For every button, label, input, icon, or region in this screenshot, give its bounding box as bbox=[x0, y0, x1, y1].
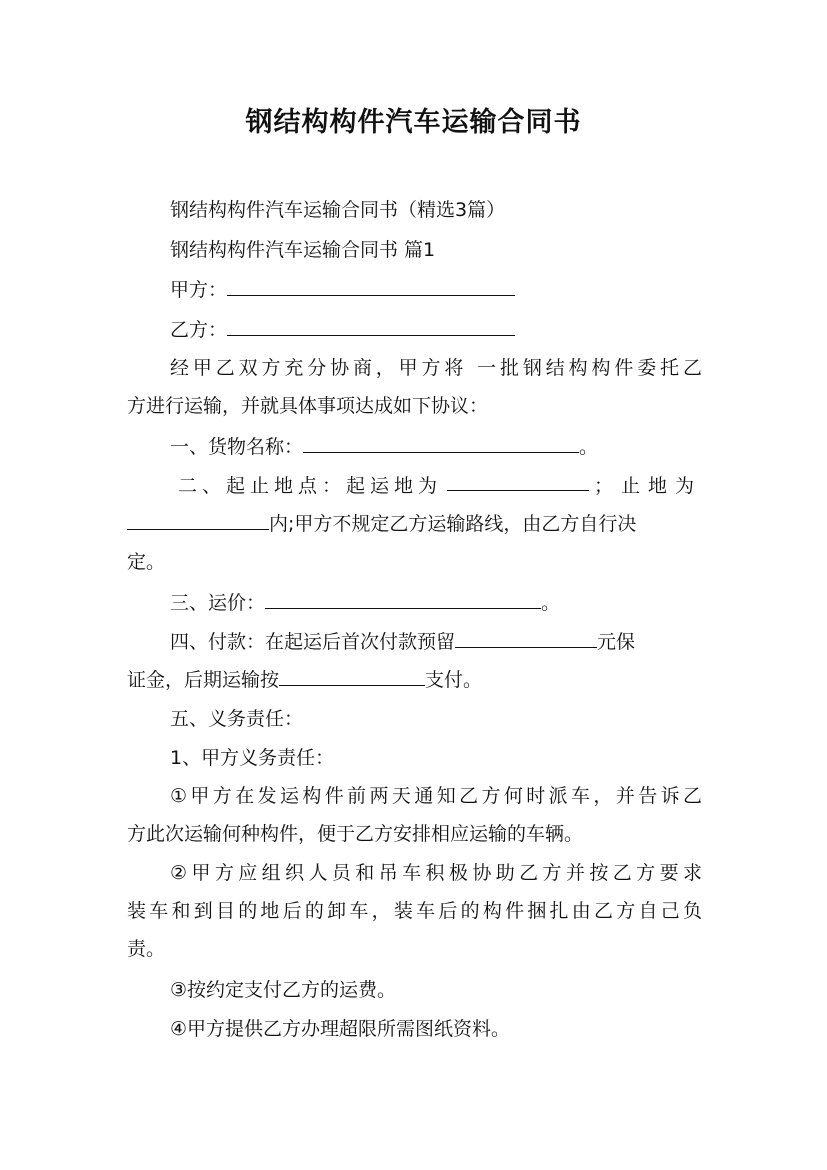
clause-route-label: 二、起止地点：起运地为 bbox=[178, 475, 443, 497]
party-b-blank bbox=[227, 317, 515, 336]
party-a-blank bbox=[227, 277, 515, 296]
clause-payment-text: 证金，后期运输按 bbox=[127, 669, 280, 691]
payment-method-blank bbox=[279, 667, 425, 686]
duty-item: ①甲方在发运构件前两天通知乙方何时派车，并告诉乙 bbox=[170, 785, 702, 807]
duty-item: ④甲方提供乙方办理超限所需图纸资料。 bbox=[170, 1018, 511, 1040]
clause-payment-label: 四、付款：在起运后首次付款预留 bbox=[170, 631, 456, 653]
price-blank bbox=[265, 590, 541, 609]
party-a-label: 甲方： bbox=[170, 279, 228, 301]
clause-route-end-label: ；止地为 bbox=[593, 475, 702, 497]
clause-route-line bbox=[178, 472, 702, 500]
party-b-line bbox=[170, 316, 515, 344]
party-a-duties-heading: 1、甲方义务责任： bbox=[170, 747, 335, 769]
route-start-blank bbox=[447, 472, 589, 491]
section-heading: 钢结构构件汽车运输合同书 篇1 bbox=[170, 239, 436, 261]
subtitle-line: 钢结构构件汽车运输合同书（精选3篇） bbox=[170, 199, 506, 221]
clause-payment-line bbox=[170, 628, 635, 656]
clause-route-line-2 bbox=[127, 510, 636, 538]
party-b-label: 乙方： bbox=[170, 319, 228, 341]
duty-item: 装车和到目的地后的卸车，装车后的构件捆扎由乙方自己负 bbox=[127, 900, 702, 922]
clause-goods-line bbox=[170, 433, 598, 461]
duty-item: 方此次运输何种构件，便于乙方安排相应运输的车辆。 bbox=[127, 823, 584, 845]
goods-blank bbox=[303, 434, 579, 453]
clause-duties-heading: 五、义务责任： bbox=[170, 708, 304, 730]
clause-goods-end: 。 bbox=[579, 436, 599, 458]
clause-route-text: 内;甲方不规定乙方运输路线，由乙方自行决 bbox=[269, 513, 637, 535]
clause-payment-line-2 bbox=[127, 666, 482, 694]
clause-goods-label: 一、货物名称： bbox=[170, 436, 304, 458]
paragraph-line: 定。 bbox=[127, 551, 166, 573]
deposit-blank bbox=[455, 629, 597, 648]
route-end-blank bbox=[127, 511, 269, 530]
paragraph-line: 方进行运输，并就具体事项达成如下协议： bbox=[127, 395, 489, 417]
clause-payment-tail: 支付。 bbox=[425, 669, 483, 691]
duty-item: 责。 bbox=[127, 938, 166, 960]
paragraph-line: 经甲乙双方充分协商，甲方将 一批钢结构构件委托乙 bbox=[170, 357, 702, 379]
clause-payment-end: 元保 bbox=[597, 631, 636, 653]
clause-price-label: 三、运价： bbox=[170, 592, 266, 614]
document-title: 钢结构构件汽车运输合同书 bbox=[245, 107, 582, 138]
duty-item: ③按约定支付乙方的运费。 bbox=[170, 979, 397, 1001]
duty-item: ②甲方应组织人员和吊车积极协助乙方并按乙方要求 bbox=[170, 862, 702, 884]
clause-price-end: 。 bbox=[541, 592, 561, 614]
party-a-line bbox=[170, 276, 515, 304]
clause-price-line bbox=[170, 589, 560, 617]
